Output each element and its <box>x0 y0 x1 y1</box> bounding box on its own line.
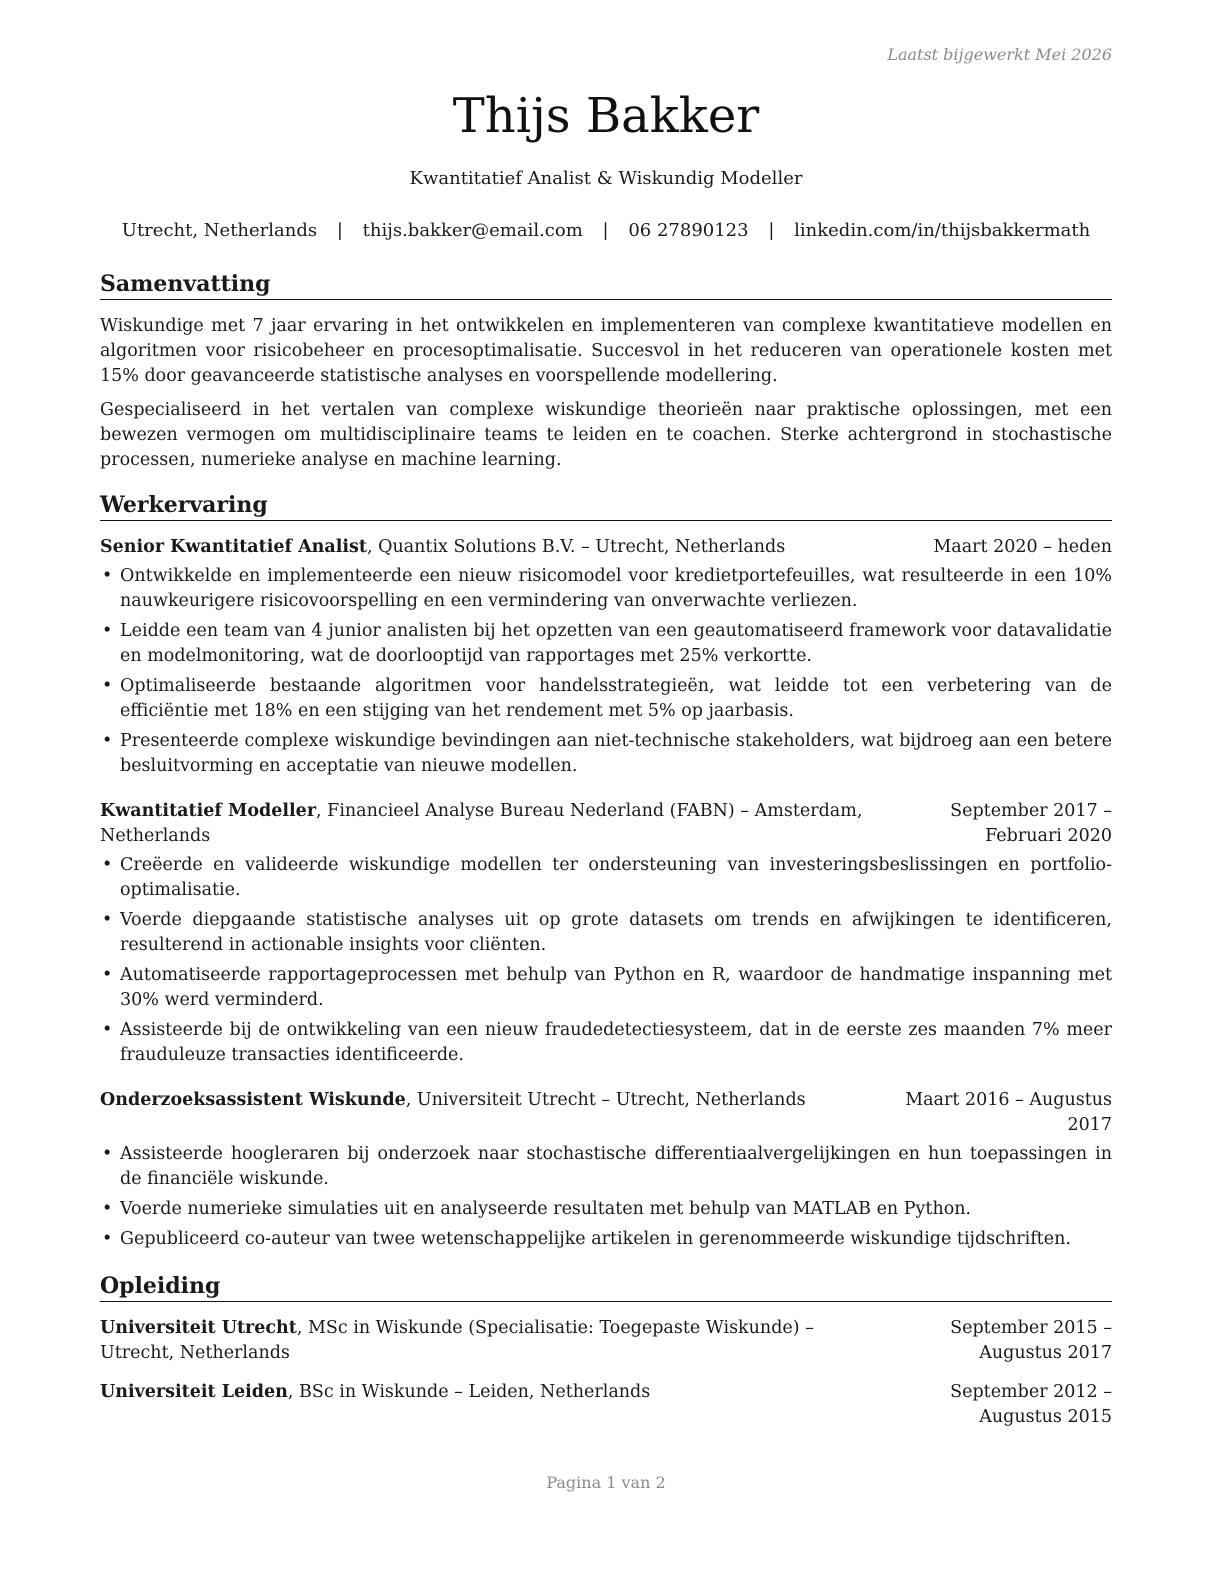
education-school: Universiteit Utrecht <box>100 1318 297 1338</box>
education-degree: , BSc in Wiskunde – Leiden, Netherlands <box>287 1382 651 1402</box>
list-item: • Gepubliceerd co-auteur van twee wetenschappelijke artikelen in gerenommeerde wiskundige tijdschriften. <box>100 1227 1112 1252</box>
job-dates: Maart 2020 – heden <box>933 537 1112 557</box>
job-bullets <box>100 1142 1112 1252</box>
education-dates: September 2015 – Augustus 2017 <box>950 1318 1112 1363</box>
job-bullets <box>100 564 1112 779</box>
contact-phone[interactable]: 06 27890123 <box>628 220 749 241</box>
job-bullets <box>100 853 1112 1068</box>
resume-content <box>100 270 1112 1448</box>
job-role: Onderzoeksassistent Wiskunde <box>100 1090 406 1110</box>
list-item: • Assisteerde hoogleraren bij onderzoek naar stochastische differentiaalvergelijkingen en hun toepassingen in de financiële wiskunde. <box>100 1142 1112 1192</box>
list-item: • Leidde een team van 4 junior analisten bij het opzetten van een geautomatiseerd framework voor datavalidatie en modelmonitoring, wat de doorlooptijd van rapportages met 25% verkortte. <box>100 619 1112 669</box>
education-entry <box>100 1316 1112 1366</box>
job-entry <box>100 1088 1112 1252</box>
job-header <box>100 1088 1112 1138</box>
contact-linkedin[interactable]: linkedin.com/in/thijsbakkermath <box>794 220 1091 241</box>
list-item: • Ontwikkelde en implementeerde een nieuw risicomodel voor kredietportefeuilles, wat resulteerde in een 10% nauwkeurigere risicovoorspelling en een vermindering van onverwachte verliezen. <box>100 564 1112 614</box>
education-header <box>100 1380 1112 1430</box>
job-dates: Maart 2016 – Augustus 2017 <box>905 1090 1112 1135</box>
job-role: Kwantitatief Modeller <box>100 801 317 821</box>
contact-separator: | <box>768 220 775 241</box>
last-updated: Laatst bijgewerkt Mei 2026 <box>887 45 1112 64</box>
section-title-experience: Werkervaring <box>100 491 1112 521</box>
summary-paragraph: Gespecialiseerd in het vertalen van complexe wiskundige theorieën naar praktische oplossingen, met een bewezen vermogen om multidisciplinaire teams te leiden en te coachen. Sterke achtergrond in stochastische processen, numerieke analyse en machine learning. <box>100 400 1112 470</box>
contact-separator: | <box>602 220 609 241</box>
list-item: • Voerde diepgaande statistische analyses uit op grote datasets om trends en afwijkingen te identificeren, resulterend in actionable insights voor cliënten. <box>100 908 1112 958</box>
resume-page <box>100 0 1112 1584</box>
job-dates: September 2017 – Februari 2020 <box>950 801 1112 846</box>
job-header <box>100 799 1112 849</box>
contact-location: Utrecht, Netherlands <box>121 220 318 241</box>
list-item: • Creëerde en valideerde wiskundige modellen ter ondersteuning van investeringsbeslissingen en portfolio-optimalisatie. <box>100 853 1112 903</box>
list-item: • Automatiseerde rapportageprocessen met behulp van Python en R, waardoor de handmatige inspanning met 30% werd verminderd. <box>100 963 1112 1013</box>
contact-separator: | <box>336 220 343 241</box>
section-title-education: Opleiding <box>100 1272 1112 1302</box>
job-header <box>100 535 1112 560</box>
education-dates: September 2012 – Augustus 2015 <box>950 1382 1112 1427</box>
list-item: • Assisteerde bij de ontwikkeling van een nieuw fraudedetectiesysteem, dat in de eerste zes maanden 7% meer frauduleuze transacties identificeerde. <box>100 1018 1112 1068</box>
education-degree: , MSc in Wiskunde (Specialisatie: Toegepaste Wiskunde) – Utrecht, Netherlands <box>100 1318 814 1363</box>
education-section <box>100 1272 1112 1430</box>
section-title-summary: Samenvatting <box>100 270 1112 300</box>
list-item: • Presenteerde complexe wiskundige bevindingen aan niet-technische stakeholders, wat bijdroeg aan een betere besluitvorming en acceptatie van nieuwe modellen. <box>100 729 1112 779</box>
candidate-title: Kwantitatief Analist & Wiskundig Modeller <box>409 168 803 189</box>
job-organization: , Financieel Analyse Bureau Nederland (FABN) – Amsterdam, Netherlands <box>100 801 863 846</box>
contact-email[interactable]: thijs.bakker@email.com <box>362 220 583 241</box>
page-number: Pagina 1 van 2 <box>546 1473 666 1492</box>
job-entry <box>100 799 1112 1068</box>
summary-paragraph: Wiskundige met 7 jaar ervaring in het ontwikkelen en implementeren van complexe kwantitatieve modellen en algoritmen voor risicobeheer en procesoptimalisatie. Succesvol in het reduceren van operationele kosten met 15% door geavanceerde statistische analyses en voorspellende modellering. <box>100 316 1112 386</box>
job-organization: , Universiteit Utrecht – Utrecht, Netherlands <box>405 1090 806 1110</box>
experience-section <box>100 491 1112 1252</box>
job-role: Senior Kwantitatief Analist <box>100 537 367 557</box>
candidate-name: Thijs Bakker <box>452 88 760 144</box>
summary-section <box>100 270 1112 473</box>
education-entry <box>100 1380 1112 1430</box>
education-school: Universiteit Leiden <box>100 1382 288 1402</box>
contact-line <box>100 220 1112 241</box>
list-item: • Optimaliseerde bestaande algoritmen voor handelsstrategieën, wat leidde tot een verbetering van de efficiëntie met 18% en een stijging van het rendement met 5% op jaarbasis. <box>100 674 1112 724</box>
list-item: • Voerde numerieke simulaties uit en analyseerde resultaten met behulp van MATLAB en Python. <box>100 1197 1112 1222</box>
education-header <box>100 1316 1112 1366</box>
job-entry <box>100 535 1112 779</box>
job-organization: , Quantix Solutions B.V. – Utrecht, Netherlands <box>366 537 786 557</box>
